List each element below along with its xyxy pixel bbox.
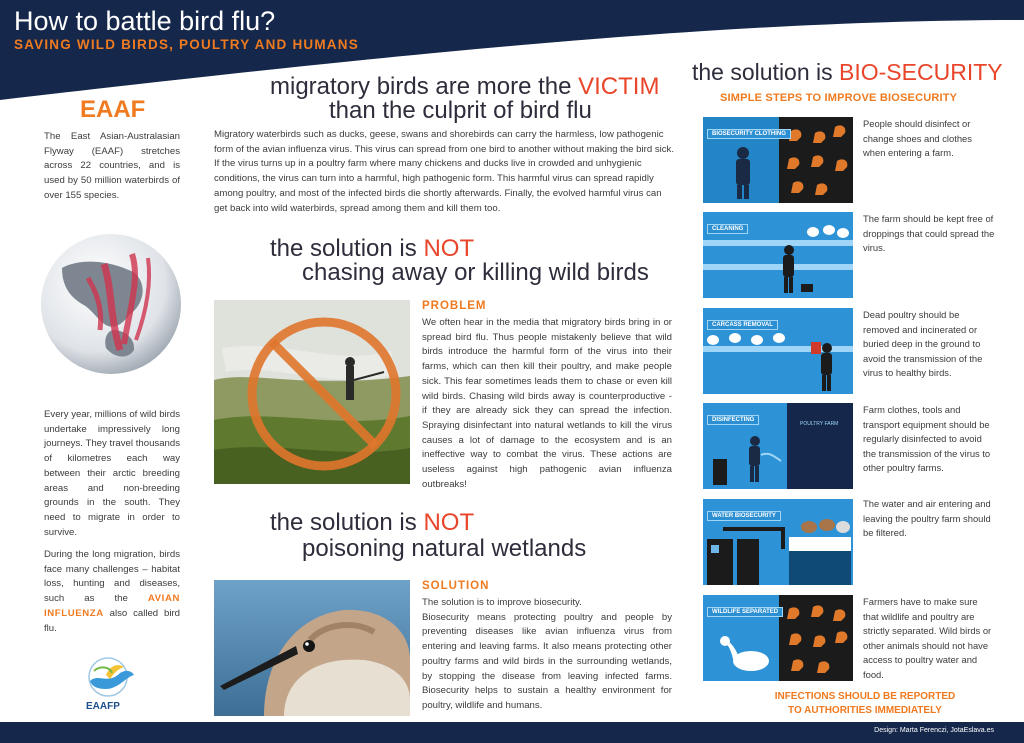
step-tag-wildlife-separated: WILDLIFE SEPARATED: [707, 607, 783, 617]
victim-heading-line2: than the culprit of bird flu: [329, 97, 592, 124]
step-text-carcass-removal: Dead poultry should be removed and incinerated or buried deep in the ground to avoid the transmission of the virus to healthy birds.: [863, 309, 983, 378]
report-notice-line1: INFECTIONS SHOULD BE REPORTED: [774, 691, 956, 702]
step-tag-cleaning: CLEANING: [707, 224, 748, 234]
report-notice-line2: TO AUTHORITIES IMMEDIATELY: [788, 705, 942, 716]
biosecurity-title: [692, 59, 1003, 86]
spraying-photo: [214, 300, 410, 484]
design-credit: Design: Marta Ferenczi, JotaEslava.es: [874, 727, 994, 734]
migration-text: Every year, millions of wild birds undertake impressively long journeys. They travel thousands of kilometres each way between their arctic breeding areas and non-breeding grounds in the south. They need to migrate in order to survive.: [44, 409, 180, 538]
biosecurity-subtitle: SIMPLE STEPS TO IMPROVE BIOSECURITY: [720, 92, 958, 104]
step-tag-carcass-removal: CARCASS REMOVAL: [707, 320, 778, 330]
report-notice: [760, 690, 970, 718]
not-chasing-heading-line2: chasing away or killing wild birds: [302, 259, 649, 286]
eaafp-logo: [80, 655, 140, 715]
solution-body-detail: Biosecurity means protecting poultry and people by preventing diseases like avian influenza virus from entering and leaving farms. It also means protecting other poultry farms and wild birds in the surrounding wetlands, by stopping the disease from leaving infected farms. Biosecurity helps to sustain a healthy environment for poultry, wildlife and humans.: [422, 611, 672, 711]
step-text-cleaning: The farm should be kept free of droppings that could spread the virus.: [863, 213, 995, 253]
eaafp-logo-label: EAAFP: [86, 701, 120, 712]
not-chasing-heading-pre: the solution is: [270, 235, 417, 262]
victim-body: Migratory waterbirds such as ducks, geese, swans and shorebirds can carry the harmless, low pathogenic form of the avian influenza virus. This virus can spread from one bird to another without making the bird sick. If the virus turns up in a poultry farm where many chickens and ducks live in crowded and unhygienic conditions, the virus can turn into a harmful, high pathogenic form. This harmful virus can spread rapidly among poultry, and most of the infected birds die shortly afterwards. Finally, the evolved harmful virus can get back into wild waterbirds, spread among them and kill them too.: [214, 129, 675, 214]
step-text-water-biosecurity: The water and air entering and leaving the poultry farm should be filtered.: [863, 498, 991, 538]
not-poisoning-heading-highlight: NOT: [423, 509, 475, 536]
biosecurity-title-highlight: BIO-SECURITY: [839, 59, 1003, 85]
biosecurity-title-pre: the solution is: [692, 59, 833, 85]
not-poisoning-heading-line2: poisoning natural wetlands: [302, 535, 587, 562]
victim-heading-pre: migratory birds are more the: [270, 73, 572, 100]
challenges-before: During the long migration, birds face many challenges – habitat loss, hunting and diseases, such as the: [44, 549, 180, 605]
step-tag-water-biosecurity: WATER BIOSECURITY: [707, 511, 781, 521]
step-tag-clothing: BIOSECURITY CLOTHING: [707, 129, 791, 139]
not-poisoning-heading-pre: the solution is: [270, 509, 417, 536]
step-tag-disinfecting: DISINFECTING: [707, 415, 759, 425]
solution-body: [422, 596, 672, 714]
step-image-disinfecting: [703, 403, 853, 489]
flyway-globe-image: [40, 218, 182, 378]
challenges-after: also called bird flu.: [44, 607, 180, 634]
farm-sign-label: POULTRY FARM: [800, 421, 839, 427]
not-chasing-heading-highlight: NOT: [423, 235, 475, 262]
eaaf-intro: The East Asian-Australasian Flyway (EAAF) stretches across 22 countries, and is used by 50 million waterbirds of over 155 species.: [44, 131, 180, 201]
solution-body-intro: The solution is to improve biosecurity.: [422, 597, 582, 608]
step-image-wildlife-separated: [703, 595, 853, 681]
footer-bar: [0, 722, 1024, 743]
solution-label: SOLUTION: [422, 580, 490, 592]
not-poisoning-heading: [270, 510, 474, 536]
step-text-wildlife-separated: Farmers have to make sure that wildlife and poultry are strictly separated. Wild birds or other animals should not have access to poultry water and food.: [863, 596, 992, 680]
challenges-text: [44, 548, 180, 636]
problem-body: We often hear in the media that migratory birds bring in or spread bird flu. Thus people mistakenly believe that wild birds introduce the harmful form of the virus into their farms, which can then kill their poultry, and make people sick. This fear sometimes leads them to chase or even kill wild birds. Chasing wild birds away is counterproductive - if they are already sick they can spread the infection. Spraying disinfectant into natural wetlands to kill the virus causes a lot of damage to the ecosystem and is an ineffective way to combat the virus. These actions are useless against high pathogenic avian influenza outbreaks!: [422, 317, 672, 490]
page-title: How to battle bird flu?: [14, 6, 276, 36]
victim-heading-highlight: VICTIM: [578, 73, 660, 100]
shorebird-photo: [214, 580, 410, 716]
step-image-water-biosecurity: [703, 499, 853, 585]
step-text-disinfecting: Farm clothes, tools and transport equipment should be regularly disinfected to avoid the transmission of the virus to other poultry farms.: [863, 404, 991, 473]
step-text-clothing: People should disinfect or change shoes and clothes when entering a farm.: [863, 118, 972, 158]
eaaf-title: EAAF: [80, 96, 146, 123]
page-subtitle: SAVING WILD BIRDS, POULTRY AND HUMANS: [14, 37, 359, 52]
problem-label: PROBLEM: [422, 300, 487, 312]
step-image-carcass-removal: [703, 308, 853, 394]
step-image-clothing: [703, 117, 853, 203]
step-image-cleaning: [703, 212, 853, 298]
avian-influenza-highlight: AVIAN INFLUENZA: [44, 593, 180, 619]
